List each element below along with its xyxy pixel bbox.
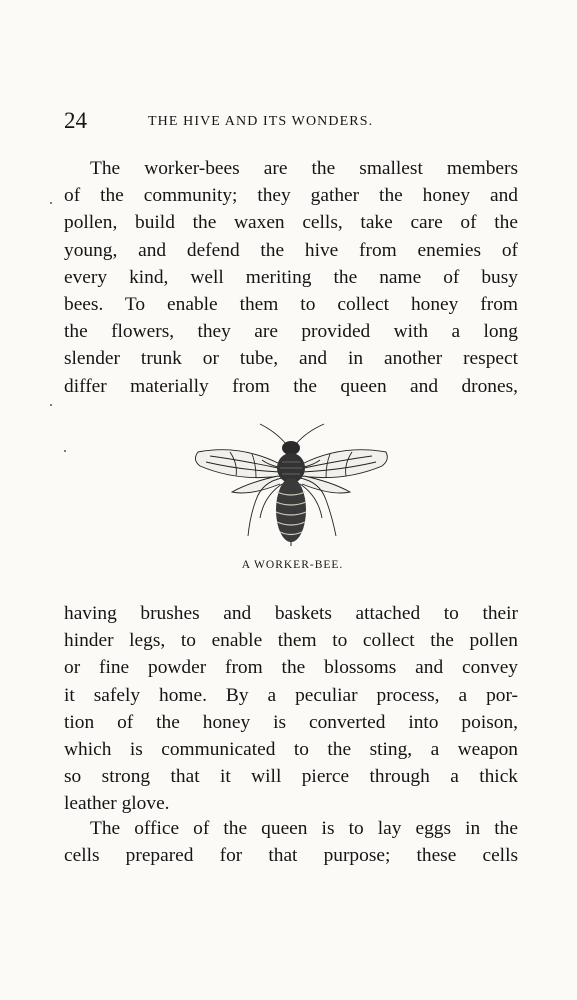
running-title: THE HIVE AND ITS WONDERS. xyxy=(148,114,374,129)
text-line: leather glove. xyxy=(64,793,170,815)
text-line: hinder legs, to enable them to collect the pollen xyxy=(64,630,518,652)
paragraph-1-continued xyxy=(64,600,518,818)
text-line: it safely home. By a peculiar process, a por- xyxy=(64,684,518,706)
paragraph-2 xyxy=(64,815,518,869)
paragraph-1 xyxy=(64,155,518,400)
worker-bee-illustration xyxy=(190,420,392,550)
text-line: The office of the queen is to lay eggs in the xyxy=(90,818,518,839)
text-line: every kind, well meriting the name of busy xyxy=(64,266,518,288)
text-line: or fine powder from the blossoms and convey xyxy=(64,657,518,679)
text-line: bees. To enable them to collect honey from xyxy=(64,293,518,315)
print-speck xyxy=(64,450,66,452)
running-head xyxy=(64,106,524,136)
text-line: the flowers, they are provided with a long xyxy=(64,321,518,343)
text-line: young, and defend the hive from enemies of xyxy=(64,239,518,261)
text-line: of the community; they gather the honey and xyxy=(64,185,518,207)
text-line: tion of the honey is converted into poison, xyxy=(64,711,518,733)
page-number: 24 xyxy=(64,108,87,133)
text-line: having brushes and baskets attached to their xyxy=(64,603,518,624)
print-speck xyxy=(50,202,52,204)
text-line: differ materially from the queen and drones, xyxy=(64,375,518,397)
figure-caption-text: A WORKER-BEE. xyxy=(241,559,344,571)
text-line: so strong that it will pierce through a thick xyxy=(64,766,518,788)
text-line: cells prepared for that purpose; these cells xyxy=(64,845,518,867)
print-speck xyxy=(50,404,52,406)
text-line: The worker-bees are the smallest members xyxy=(90,158,518,179)
text-line: slender trunk or tube, and in another respect xyxy=(64,348,518,370)
text-line: which is communicated to the sting, a weapon xyxy=(64,738,518,760)
figure-caption xyxy=(0,559,577,571)
text-line: pollen, build the waxen cells, take care of the xyxy=(64,212,518,234)
